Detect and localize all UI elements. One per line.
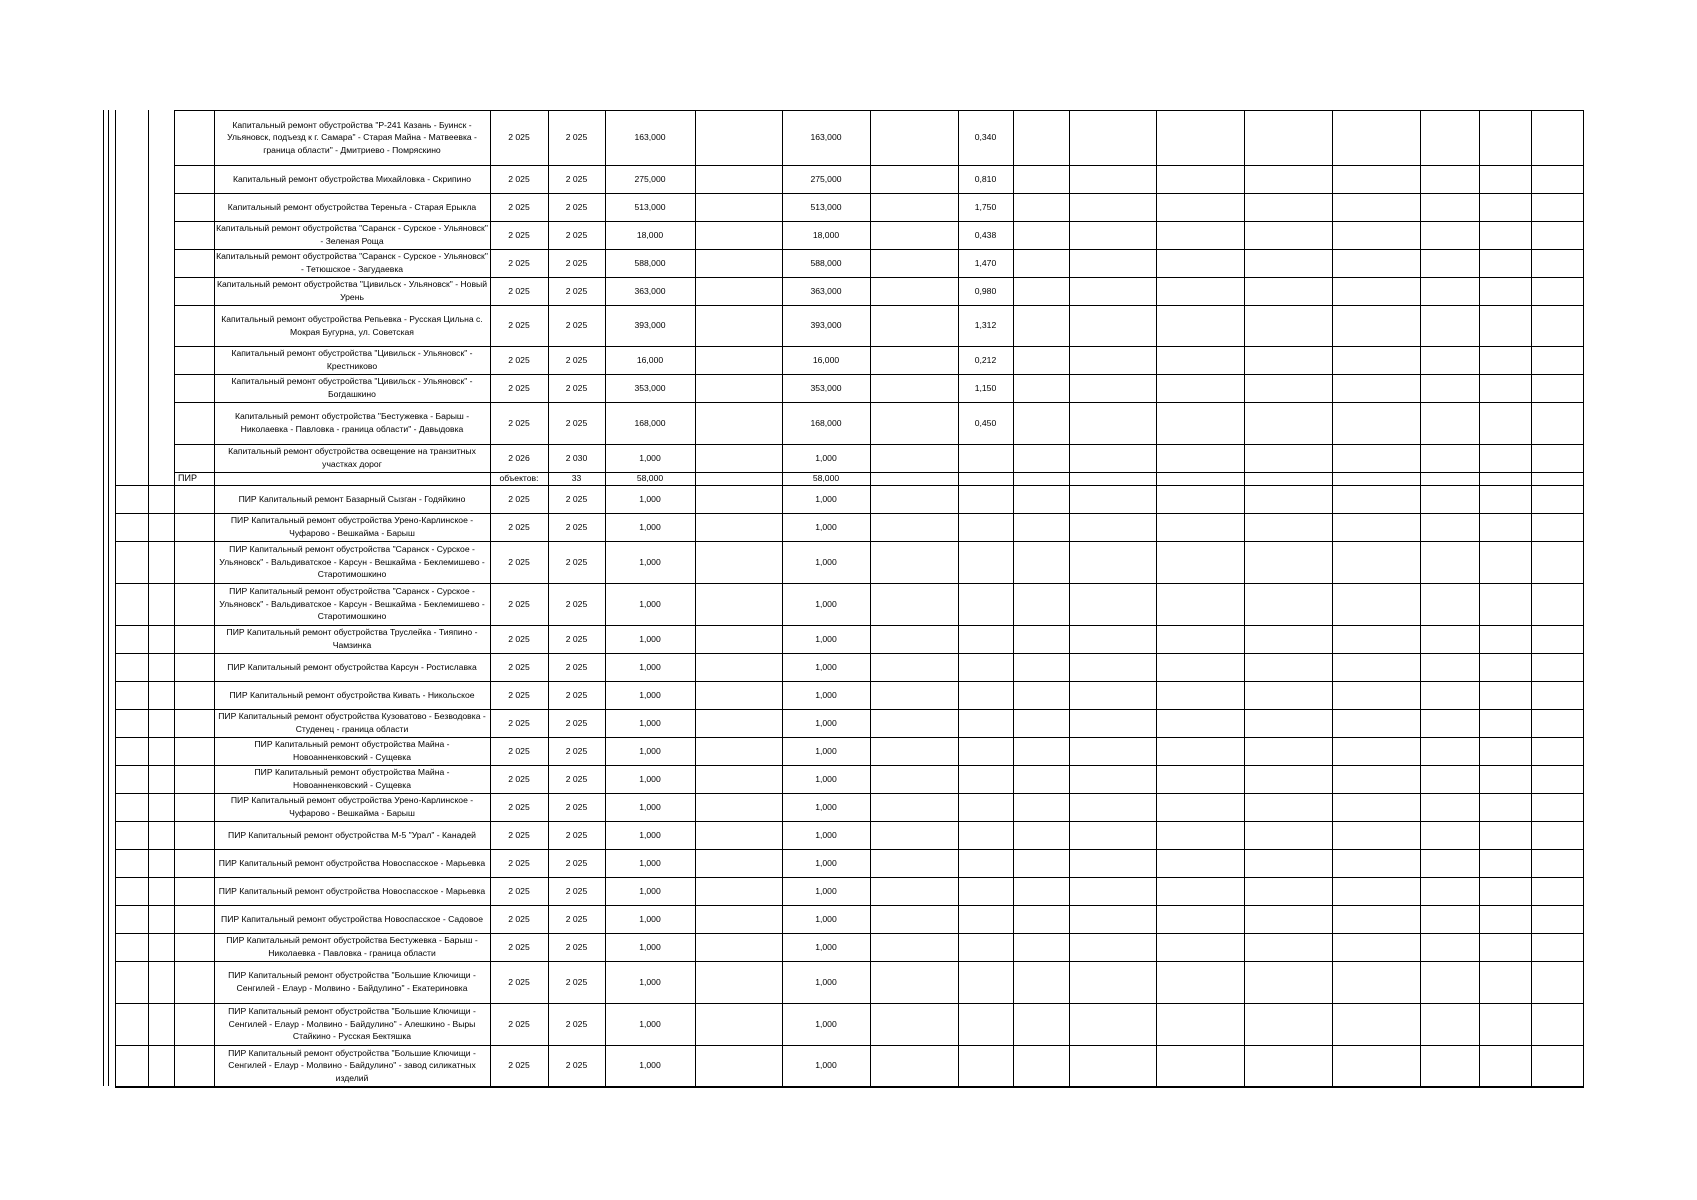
regional-budget-cell: 275,000 xyxy=(810,173,842,184)
object-name-cell: ПИР Капитальный ремонт обустройства "Саранск - Сурское - Ульяновск" - Вальдиватское - Карсун - Вешкайма - Беклемишево - Старотимошкино xyxy=(219,586,485,622)
start-year-cell: 2 025 xyxy=(508,598,530,609)
start-year-cell: 2 025 xyxy=(508,745,530,756)
grid-column-line xyxy=(148,110,149,485)
grid-column-line xyxy=(115,110,116,485)
regional-budget-cell: 1,000 xyxy=(815,857,837,868)
grid-column-line xyxy=(1531,110,1532,1086)
end-year-cell: 2 025 xyxy=(565,521,588,532)
length-km-cell xyxy=(958,653,1013,681)
length-km-cell: 0,450 xyxy=(974,417,997,428)
object-name-cell: ПИР Капитальный ремонт обустройства Новоспасское - Садовое xyxy=(221,913,483,924)
length-km-cell xyxy=(958,1045,1013,1086)
grid-column-line xyxy=(1244,110,1245,1086)
regional-budget-cell: 1,000 xyxy=(815,773,837,784)
regional-budget-cell: 16,000 xyxy=(812,354,840,365)
start-year-cell: 2 025 xyxy=(508,661,530,672)
length-km-cell: 0,340 xyxy=(974,132,997,143)
start-year-cell: 2 025 xyxy=(508,633,530,644)
end-year-cell: 2 025 xyxy=(565,689,588,700)
length-km-cell xyxy=(958,485,1013,513)
grid-column-line xyxy=(1156,110,1157,1086)
end-year-cell: 2 025 xyxy=(565,885,588,896)
regional-budget-cell: 1,000 xyxy=(815,689,837,700)
total-cost-cell: 1,000 xyxy=(639,941,661,952)
regional-budget-cell: 1,000 xyxy=(815,452,837,463)
grid-column-line xyxy=(115,485,116,1086)
length-km-cell xyxy=(958,1003,1013,1045)
end-year-cell: 2 025 xyxy=(565,976,588,987)
end-year-cell: 2 025 xyxy=(565,717,588,728)
total-cost-cell: 275,000 xyxy=(634,173,666,184)
object-name-cell: ПИР Капитальный ремонт обустройства "Большие Ключищи - Сенгилей - Елаур - Молвино - Байдулино" - Екатериновка xyxy=(228,970,476,993)
object-name-cell: Капитальный ремонт обустройства Михайловка - Скрипино xyxy=(232,173,472,184)
total-cost-cell: 1,000 xyxy=(639,745,661,756)
start-year-cell: 2 025 xyxy=(508,320,530,331)
end-year-cell: 2 025 xyxy=(565,257,588,268)
total-cost-cell: 1,000 xyxy=(639,1060,661,1071)
length-km-cell xyxy=(958,681,1013,709)
regional-budget-cell: 1,000 xyxy=(815,521,837,532)
start-year-cell: 2 025 xyxy=(508,173,530,184)
grid-column-line xyxy=(695,110,696,1086)
section-count: 33 xyxy=(571,473,582,484)
end-year-cell: 2 025 xyxy=(565,1018,588,1029)
end-year-cell: 2 025 xyxy=(565,829,588,840)
start-year-cell: 2 025 xyxy=(508,257,530,268)
length-km-cell xyxy=(958,821,1013,849)
regional-budget-cell: 1,000 xyxy=(815,598,837,609)
grid-column-line xyxy=(174,110,175,1086)
length-km-cell xyxy=(958,877,1013,905)
length-km-cell: 0,980 xyxy=(974,285,997,296)
regional-budget-cell: 1,000 xyxy=(815,829,837,840)
object-name-cell: Капитальный ремонт обустройства "Саранск - Сурское - Ульяновск" - Зеленая Роща xyxy=(216,223,488,246)
start-year-cell: 2 025 xyxy=(508,941,530,952)
length-km-cell: 0,810 xyxy=(974,173,997,184)
grid-column-line xyxy=(870,110,871,1086)
start-year-cell: 2 025 xyxy=(508,773,530,784)
object-name-cell: ПИР Капитальный ремонт Базарный Сызган - Годяйкино xyxy=(238,493,466,504)
object-name-cell: ПИР Капитальный ремонт обустройства Урено-Карлинское - Чуфарово - Вешкайма - Барыш xyxy=(230,515,474,538)
object-name-cell: Капитальный ремонт обустройства "Р-241 Казань - Буинск - Ульяновск, подъезд к г. Самара" - Старая Майна - Матвеевка - граница области" - Дмитриево - Помряскино xyxy=(227,119,477,155)
length-km-cell xyxy=(958,737,1013,765)
length-km-cell xyxy=(958,849,1013,877)
regional-budget-cell: 1,000 xyxy=(815,661,837,672)
regional-budget-cell: 1,000 xyxy=(815,556,837,567)
regional-budget-cell: 1,000 xyxy=(815,941,837,952)
total-cost-cell: 1,000 xyxy=(639,913,661,924)
total-cost-cell: 1,000 xyxy=(639,661,661,672)
total-cost-cell: 1,000 xyxy=(639,829,661,840)
grid-column-line xyxy=(1013,110,1014,1086)
regional-budget-cell: 1,000 xyxy=(815,913,837,924)
end-year-cell: 2 025 xyxy=(565,556,588,567)
length-km-cell: 0,438 xyxy=(974,229,997,240)
start-year-cell: 2 025 xyxy=(508,829,530,840)
start-year-cell: 2 025 xyxy=(508,285,530,296)
length-km-cell: 1,470 xyxy=(974,257,997,268)
total-cost-cell: 1,000 xyxy=(639,493,661,504)
object-name-cell: ПИР Капитальный ремонт обустройства "Большие Ключищи - Сенгилей - Елаур - Молвино - Байдулино" - завод силикатных изделий xyxy=(228,1047,476,1083)
end-year-cell: 2 025 xyxy=(565,857,588,868)
length-km-cell xyxy=(958,444,1013,472)
total-cost-cell: 1,000 xyxy=(639,885,661,896)
end-year-cell: 2 025 xyxy=(565,773,588,784)
end-year-cell: 2 025 xyxy=(565,229,588,240)
total-cost-cell: 163,000 xyxy=(634,132,666,143)
object-name-cell: Капитальный ремонт обустройства Репьевка - Русская Цильна с. Мокрая Бугурна, ул. Советская xyxy=(221,313,483,337)
start-year-cell: 2 025 xyxy=(508,976,530,987)
total-cost-cell: 1,000 xyxy=(639,976,661,987)
end-year-cell: 2 025 xyxy=(565,493,588,504)
object-name-cell: Капитальный ремонт обустройства "Цивильск - Ульяновск" - Новый Урень xyxy=(216,279,487,302)
end-year-cell: 2 025 xyxy=(565,382,588,393)
start-year-cell: 2 025 xyxy=(508,689,530,700)
length-km-cell xyxy=(958,513,1013,541)
regional-budget-cell: 1,000 xyxy=(815,717,837,728)
regional-budget-cell: 1,000 xyxy=(815,633,837,644)
regional-budget-cell: 353,000 xyxy=(810,382,842,393)
total-cost-cell: 1,000 xyxy=(639,801,661,812)
section-label: ПИР xyxy=(178,473,197,484)
end-year-cell: 2 025 xyxy=(565,320,588,331)
start-year-cell: 2 025 xyxy=(508,132,530,143)
start-year-cell: 2 025 xyxy=(508,201,530,212)
total-cost-cell: 1,000 xyxy=(639,452,661,463)
total-cost-cell: 1,000 xyxy=(639,521,661,532)
object-name-cell: ПИР Капитальный ремонт обустройства Новоспасское - Марьевка xyxy=(218,857,486,868)
object-name-cell: ПИР Капитальный ремонт обустройства Майна - Новоанненковский - Сущевка xyxy=(254,767,450,790)
total-cost-cell: 18,000 xyxy=(636,229,664,240)
end-year-cell: 2 025 xyxy=(565,745,588,756)
total-cost-cell: 1,000 xyxy=(639,857,661,868)
end-year-cell: 2 025 xyxy=(565,661,588,672)
total-cost-cell: 1,000 xyxy=(639,689,661,700)
object-name-cell: ПИР Капитальный ремонт обустройства Майна - Новоанненковский - Сущевка xyxy=(254,739,450,762)
start-year-cell: 2 025 xyxy=(508,493,530,504)
object-name-cell: ПИР Капитальный ремонт обустройства Урено-Карлинское - Чуфарово - Вешкайма - Барыш xyxy=(230,795,474,818)
object-name-cell: ПИР Капитальный ремонт обустройства М-5 "Урал" - Канадей xyxy=(228,829,476,840)
length-km-cell xyxy=(958,583,1013,625)
start-year-cell: 2 026 xyxy=(508,452,530,463)
length-km-cell xyxy=(958,933,1013,961)
total-cost-cell: 16,000 xyxy=(636,354,664,365)
end-year-cell: 2 025 xyxy=(565,201,588,212)
start-year-cell: 2 025 xyxy=(508,1060,530,1071)
start-year-cell: 2 025 xyxy=(508,354,530,365)
length-km-cell xyxy=(958,765,1013,793)
total-cost-cell: 168,000 xyxy=(634,417,666,428)
object-name-cell: ПИР Капитальный ремонт обустройства Кузоватово - Безводовка - Студенец - граница области xyxy=(218,711,486,734)
object-name-cell: Капитальный ремонт обустройства "Саранск - Сурское - Ульяновск" - Тетюшское - Загудаевка xyxy=(216,251,488,274)
start-year-cell: 2 025 xyxy=(508,229,530,240)
total-cost-cell: 1,000 xyxy=(639,556,661,567)
section-regional: 58,000 xyxy=(812,473,840,484)
section-count-label: объектов: xyxy=(499,473,539,484)
object-name-cell: ПИР Капитальный ремонт обустройства Кивать - Никольское xyxy=(229,689,475,700)
grid-column-line xyxy=(1479,110,1480,1086)
regional-budget-cell: 363,000 xyxy=(810,285,842,296)
start-year-cell: 2 025 xyxy=(508,885,530,896)
regional-budget-cell: 1,000 xyxy=(815,1018,837,1029)
object-name-cell: ПИР Капитальный ремонт обустройства "Большие Ключищи - Сенгилей - Елаур - Молвино - Байдулино" - Алешкино - Выры Стайкино - Русская Бектяшка xyxy=(228,1006,476,1042)
length-km-cell: 1,750 xyxy=(974,201,997,212)
page-edge-line xyxy=(103,110,104,1086)
grid-column-line xyxy=(148,485,149,1086)
length-km-cell: 1,312 xyxy=(974,320,997,331)
end-year-cell: 2 025 xyxy=(565,598,588,609)
regional-budget-cell: 513,000 xyxy=(810,201,842,212)
object-name-cell: ПИР Капитальный ремонт обустройства Карсун - Ростиславка xyxy=(227,661,477,672)
end-year-cell: 2 025 xyxy=(565,417,588,428)
end-year-cell: 2 025 xyxy=(565,285,588,296)
start-year-cell: 2 025 xyxy=(508,521,530,532)
start-year-cell: 2 025 xyxy=(508,801,530,812)
end-year-cell: 2 025 xyxy=(565,633,588,644)
total-cost-cell: 1,000 xyxy=(639,633,661,644)
regional-budget-cell: 163,000 xyxy=(810,132,842,143)
regional-budget-cell: 393,000 xyxy=(810,320,842,331)
total-cost-cell: 1,000 xyxy=(639,598,661,609)
grid-column-line xyxy=(1332,110,1333,1086)
regional-budget-cell: 1,000 xyxy=(815,801,837,812)
end-year-cell: 2 025 xyxy=(565,1060,588,1071)
object-name-cell: Капитальный ремонт обустройства Тереньга - Старая Ерыкла xyxy=(227,201,477,212)
regional-budget-cell: 1,000 xyxy=(815,1060,837,1071)
length-km-cell xyxy=(958,625,1013,653)
length-km-cell xyxy=(958,541,1013,583)
start-year-cell: 2 025 xyxy=(508,556,530,567)
section-total: 58,000 xyxy=(636,473,664,484)
object-name-cell: Капитальный ремонт обустройства "Цивильск - Ульяновск" - Богдашкино xyxy=(231,376,473,399)
length-km-cell: 1,150 xyxy=(974,382,997,393)
grid-column-line xyxy=(1420,110,1421,1086)
start-year-cell: 2 025 xyxy=(508,717,530,728)
length-km-cell xyxy=(958,709,1013,737)
end-year-cell: 2 025 xyxy=(565,173,588,184)
start-year-cell: 2 025 xyxy=(508,417,530,428)
object-name-cell: ПИР Капитальный ремонт обустройства Бестужевка - Барыш - Николаевка - Павловка - граница области xyxy=(226,935,478,958)
start-year-cell: 2 025 xyxy=(508,382,530,393)
end-year-cell: 2 025 xyxy=(565,941,588,952)
regional-budget-cell: 1,000 xyxy=(815,493,837,504)
total-cost-cell: 1,000 xyxy=(639,773,661,784)
length-km-cell xyxy=(958,793,1013,821)
total-cost-cell: 1,000 xyxy=(639,1018,661,1029)
start-year-cell: 2 025 xyxy=(508,913,530,924)
end-year-cell: 2 025 xyxy=(565,801,588,812)
regional-budget-cell: 588,000 xyxy=(810,257,842,268)
start-year-cell: 2 025 xyxy=(508,857,530,868)
grid-column-line xyxy=(1069,110,1070,1086)
object-name-cell: ПИР Капитальный ремонт обустройства "Саранск - Сурское - Ульяновск" - Вальдиватское - Карсун - Вешкайма - Беклемишево - Старотимошкино xyxy=(219,544,485,580)
total-cost-cell: 353,000 xyxy=(634,382,666,393)
length-km-cell xyxy=(958,961,1013,1003)
length-km-cell xyxy=(958,905,1013,933)
total-cost-cell: 1,000 xyxy=(639,717,661,728)
end-year-cell: 2 025 xyxy=(565,354,588,365)
total-cost-cell: 363,000 xyxy=(634,285,666,296)
total-cost-cell: 588,000 xyxy=(634,257,666,268)
end-year-cell: 2 030 xyxy=(565,452,588,463)
object-name-cell: ПИР Капитальный ремонт обустройства Новоспасское - Марьевка xyxy=(218,885,486,896)
page-edge-line xyxy=(108,110,109,1086)
start-year-cell: 2 025 xyxy=(508,1018,530,1029)
regional-budget-cell: 1,000 xyxy=(815,976,837,987)
regional-budget-cell: 18,000 xyxy=(812,229,840,240)
object-name-cell: ПИР Капитальный ремонт обустройства Труслейка - Тияпино - Чамзинка xyxy=(226,627,478,650)
end-year-cell: 2 025 xyxy=(565,913,588,924)
object-name-cell: Капитальный ремонт обустройства "Бестужевка - Барыш - Николаевка - Павловка - граница области" - Давыдовка xyxy=(234,411,470,434)
length-km-cell: 0,212 xyxy=(974,354,997,365)
regional-budget-cell: 1,000 xyxy=(815,745,837,756)
regional-budget-cell: 1,000 xyxy=(815,885,837,896)
end-year-cell: 2 025 xyxy=(565,132,588,143)
object-name-cell: Капитальный ремонт обустройства "Цивильск - Ульяновск" - Крестниково xyxy=(231,348,473,371)
grid-row-line xyxy=(115,1086,1584,1088)
total-cost-cell: 513,000 xyxy=(634,201,666,212)
total-cost-cell: 393,000 xyxy=(634,320,666,331)
object-name-cell: Капитальный ремонт обустройства освещение на транзитных участках дорог xyxy=(228,446,476,469)
regional-budget-cell: 168,000 xyxy=(810,417,842,428)
grid-column-line xyxy=(1583,110,1584,1086)
